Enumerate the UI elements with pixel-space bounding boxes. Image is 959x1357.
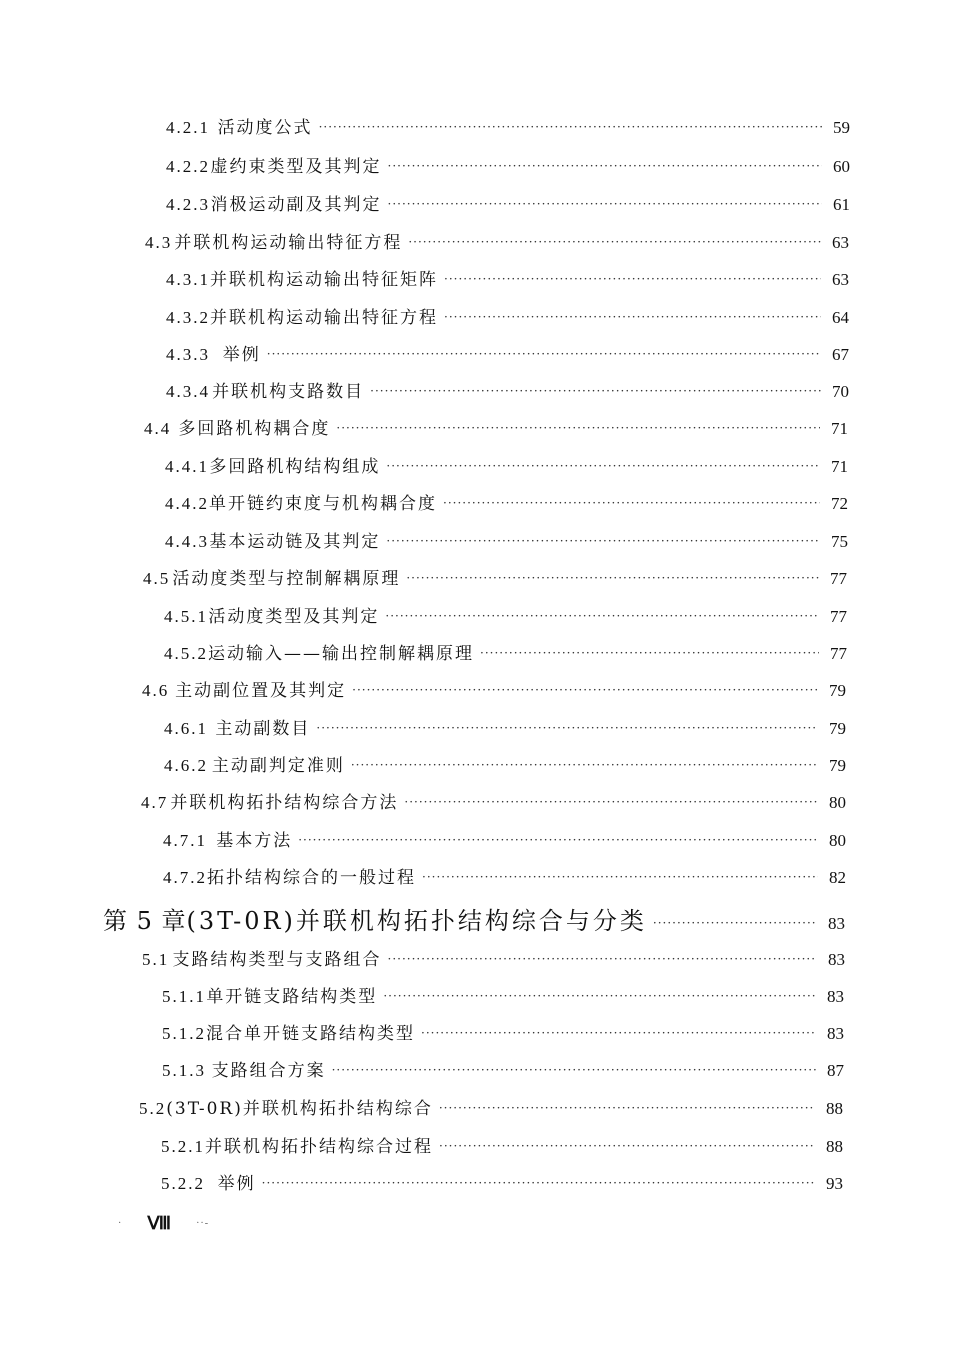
footer-right-mark: ··- [196, 1218, 210, 1229]
entry-number: 4.2.3 [166, 195, 210, 214]
entry-number: 4.2.2 [166, 157, 210, 176]
entry-title: 单开链支路结构类型 [206, 987, 378, 1007]
dot-leader [653, 908, 817, 938]
dot-leader [316, 717, 818, 739]
entry-page: 77 [830, 644, 847, 663]
entry-title: 并联机构运动输出特征方程 [174, 233, 403, 253]
dot-leader [422, 866, 818, 888]
toc-entry [139, 1098, 843, 1121]
entry-page: 82 [829, 868, 846, 887]
entry-number: 5.2.2 [161, 1174, 205, 1193]
entry-number: 4.3 [145, 233, 173, 252]
dot-leader [385, 605, 819, 627]
entry-page: 80 [829, 831, 846, 850]
entry-title: 支路组合方案 [211, 1061, 326, 1081]
dot-leader [336, 417, 820, 439]
entry-page: 64 [832, 308, 849, 327]
dot-leader [444, 306, 821, 328]
entry-number: 5.1 [142, 950, 170, 969]
dot-leader [351, 754, 818, 776]
toc-entry [166, 381, 849, 404]
entry-page: 67 [832, 345, 849, 364]
entry-page: 71 [831, 457, 848, 476]
toc-entry [165, 456, 848, 479]
toc-entry [162, 1023, 844, 1046]
dot-leader [298, 829, 818, 851]
toc-entry [142, 949, 845, 972]
entry-number: 5.1.3 [162, 1061, 206, 1080]
entry-title: 并联机构运动输出特征矩阵 [210, 270, 438, 290]
entry-title: 并联机构支路数目 [212, 382, 365, 402]
entry-title: 主动副判定准则 [211, 756, 345, 776]
chapter-number: 第 5 章 [103, 907, 187, 935]
toc-entry [166, 117, 850, 140]
entry-title: 多回路机构耦合度 [178, 419, 331, 439]
dot-leader [439, 1135, 815, 1157]
entry-title: 单开链约束度与机构耦合度 [209, 494, 437, 514]
dot-leader [383, 985, 816, 1007]
entry-number: 4.3.4 [166, 382, 210, 401]
dot-leader [388, 948, 817, 970]
entry-page: 59 [833, 118, 850, 137]
toc-entry [166, 156, 850, 179]
toc-entry [162, 1060, 844, 1083]
dot-leader [267, 343, 821, 365]
entry-title: 主动副位置及其判定 [175, 681, 347, 701]
entry-page: 71 [831, 419, 848, 438]
entry-page: 77 [830, 607, 847, 626]
toc-entry [163, 867, 846, 890]
entry-title: 活动度公式 [217, 118, 313, 138]
entry-page: 80 [829, 793, 846, 812]
dot-leader [319, 116, 822, 138]
entry-title: 运动输入——输出控制解耦原理 [208, 644, 474, 664]
toc-entry [162, 986, 844, 1009]
dot-leader [332, 1059, 816, 1081]
entry-page: 63 [832, 270, 849, 289]
page-number: Ⅷ [147, 1213, 171, 1233]
entry-page: 79 [829, 719, 846, 738]
entry-page: 72 [831, 494, 848, 513]
dot-leader [408, 231, 821, 253]
entry-title: 拓扑结构综合的一般过程 [207, 868, 416, 888]
dot-leader [406, 567, 819, 589]
toc-entry [166, 307, 849, 330]
toc-entry [163, 830, 846, 853]
footer-left-mark: · [118, 1218, 122, 1229]
toc-entry [143, 568, 847, 591]
entry-number: 4.6.2 [164, 756, 208, 775]
entry-number: 4.3.2 [166, 308, 210, 327]
dot-leader [404, 791, 818, 813]
entry-page: 70 [832, 382, 849, 401]
toc-entry [142, 680, 846, 703]
entry-title: 支路结构类型与支路组合 [172, 950, 382, 970]
entry-page: 79 [829, 756, 846, 775]
dot-leader [439, 1097, 815, 1119]
entry-page: 87 [827, 1061, 844, 1080]
entry-page: 88 [826, 1137, 843, 1156]
toc-entry [166, 269, 849, 292]
entry-number: 5.2.1 [161, 1137, 205, 1156]
entry-number: 4.7.2 [163, 868, 207, 887]
entry-number: 4.5.1 [164, 607, 208, 626]
chapter-title: (3T-0R)并联机构拓扑结构综合与分类 [186, 907, 647, 935]
toc-entry [161, 1173, 843, 1196]
entry-page: 61 [833, 195, 850, 214]
entry-title: 活动度类型及其判定 [208, 607, 380, 627]
entry-title: 主动副数目 [215, 719, 311, 739]
entry-number: 4.2.1 [166, 118, 210, 137]
entry-title: 消极运动副及其判定 [210, 195, 382, 215]
entry-page: 77 [830, 569, 847, 588]
entry-title: 并联机构拓扑结构综合过程 [205, 1137, 433, 1157]
toc-entry [144, 418, 848, 441]
toc-entry [141, 792, 846, 815]
entry-title: 基本运动链及其判定 [209, 532, 381, 552]
toc-entry [166, 194, 850, 217]
entry-title: 并联机构运动输出特征方程 [210, 308, 438, 328]
page-footer [118, 1213, 209, 1234]
toc-entry [164, 606, 847, 629]
entry-page: 83 [828, 950, 845, 969]
entry-number: 4.4.2 [165, 494, 209, 513]
dot-leader [352, 679, 818, 701]
toc-entry [164, 755, 846, 778]
dot-leader [443, 492, 820, 514]
entry-number: 4.3.3 [166, 345, 210, 364]
entry-number: 4.3.1 [166, 270, 210, 289]
dot-leader [386, 530, 820, 552]
entry-number: 4.4 [144, 419, 172, 438]
entry-page: 75 [831, 532, 848, 551]
entry-title: 活动度类型与控制解耦原理 [172, 569, 401, 589]
entry-title: 举例 [217, 1174, 256, 1194]
toc-entry [161, 1136, 843, 1159]
entry-page: 83 [827, 1024, 844, 1043]
entry-page: 93 [826, 1174, 843, 1193]
dot-leader [388, 193, 823, 215]
entry-number: 5.1.2 [162, 1024, 206, 1043]
entry-title: 虚约束类型及其判定 [210, 157, 382, 177]
entry-title: 混合单开链支路结构类型 [206, 1024, 415, 1044]
entry-number: 5.1.1 [162, 987, 206, 1006]
dot-leader [262, 1172, 815, 1194]
entry-page: 88 [826, 1099, 843, 1118]
entry-number: 4.7 [141, 793, 169, 812]
entry-number: 4.5.2 [164, 644, 208, 663]
entry-title: 多回路机构结构组成 [209, 457, 381, 477]
toc-entry [165, 493, 848, 516]
dot-leader [370, 380, 821, 402]
entry-number: 4.4.1 [165, 457, 209, 476]
dot-leader [386, 455, 820, 477]
entry-page: 79 [829, 681, 846, 700]
dot-leader [421, 1022, 816, 1044]
toc-entry [164, 643, 847, 666]
entry-number: 4.6 [142, 681, 170, 700]
toc-entry [145, 232, 849, 255]
toc-chapter-entry [103, 906, 845, 940]
toc-entry [165, 531, 848, 554]
entry-number: 5.2 [139, 1099, 167, 1118]
entry-title: 举例 [222, 345, 261, 365]
entry-number: 4.7.1 [163, 831, 207, 850]
entry-number: 4.4.3 [165, 532, 209, 551]
entry-title: (3T-0R)并联机构拓扑结构综合 [166, 1099, 433, 1119]
toc-entry [164, 718, 846, 741]
entry-title: 基本方法 [216, 831, 293, 851]
entry-title: 并联机构拓扑结构综合方法 [170, 793, 399, 813]
entry-page: 83 [828, 914, 845, 933]
dot-leader [480, 642, 819, 664]
entry-page: 83 [827, 987, 844, 1006]
entry-number: 4.6.1 [164, 719, 208, 738]
entry-page: 60 [833, 157, 850, 176]
entry-page: 63 [832, 233, 849, 252]
dot-leader [388, 155, 823, 177]
entry-number: 4.5 [143, 569, 171, 588]
dot-leader [444, 268, 821, 290]
toc-entry [166, 344, 849, 367]
